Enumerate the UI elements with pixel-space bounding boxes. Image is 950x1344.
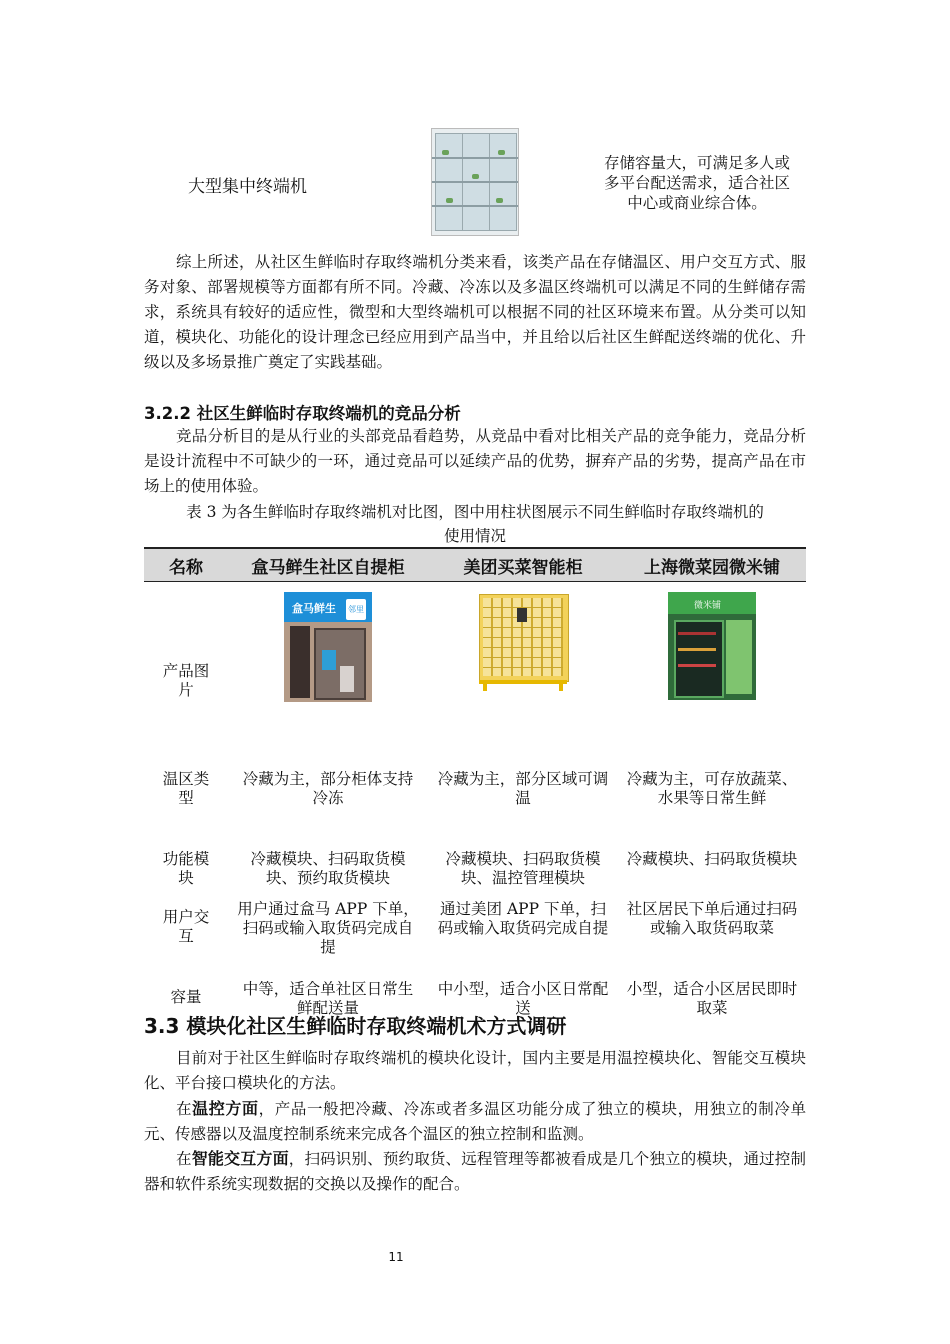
header-name: 名称: [144, 548, 228, 582]
cell-meituan-capacity: 中小型，适合小区日常配送: [437, 979, 609, 1017]
page-number: 11: [388, 1250, 404, 1264]
cell-weicaiyuan-image: [618, 582, 806, 770]
competitor-analysis-paragraph: 竞品分析目的是从行业的头部竞品看趋势，从竞品中看对比相关产品的竞争能力，竞品分析是设计流程中不可缺少的一环，通过竞品可以延续产品的优势，摒弃产品的劣势，提高产品在市场上的使用体验。: [144, 427, 806, 495]
weicaiyuan-locker-image: [668, 592, 756, 700]
para3-text: ，扫码识别、预约取货、远程管理等都被看成是几个独立的模块，通过控制器和软件系统实现数据的交换以及操作的配合。: [144, 1150, 806, 1193]
para3-prefix: 在: [176, 1150, 192, 1168]
comparison-table: [144, 547, 806, 1030]
section-3-3-paragraph-1: 目前对于社区生鲜临时存取终端机的模块化设计，国内主要是用温控模块化、智能交互模块化、平台接口模块化的方法。: [144, 1049, 806, 1092]
hema-logo-badge: 邻里: [346, 599, 366, 620]
desc-line-1: 存储容量大，可满足多人或: [603, 154, 790, 172]
desc-line-2: 多平台配送需求，适合社区: [603, 174, 790, 192]
section-3-3-heading: 3.3 模块化社区生鲜临时存取终端机术方式调研: [144, 1014, 567, 1038]
para2-prefix: 在: [176, 1100, 193, 1118]
cell-meituan-temperature: 冷藏为主，部分区域可调温: [437, 769, 609, 807]
meituan-locker-image: [477, 592, 569, 692]
section-3-2-2-heading: 3.2.2 社区生鲜临时存取终端机的竞品分析: [144, 404, 461, 423]
table-row-temperature: [144, 770, 806, 850]
row-label-image: 产品图片: [162, 662, 210, 699]
cell-weicaiyuan-modules: 冷藏模块、扫码取货模块: [626, 849, 798, 868]
header-hema: 盒马鲜生社区自提柜: [228, 548, 428, 582]
cell-hema-temperature: 冷藏为主，部分柜体支持冷冻: [242, 769, 414, 807]
para3-bold-term: 智能交互方面: [191, 1149, 289, 1168]
cell-meituan-interaction: 通过美团 APP 下单，扫码或输入取货码完成自提: [437, 899, 609, 937]
para2-text: ，产品一般把冷藏、冷冻或者多温区功能分成了独立的模块，用独立的制冷单元、传感器以及温度控制系统来完成各个温区的独立控制和监测。: [144, 1100, 806, 1143]
table-header-row: [144, 548, 806, 582]
cell-meituan-modules: 冷藏模块、扫码取货模块、温控管理模块: [445, 849, 601, 887]
row-label-modules: 功能模块: [162, 849, 210, 887]
hema-locker-image: [284, 592, 372, 702]
cell-weicaiyuan-capacity: 小型，适合小区居民即时取菜: [626, 979, 798, 1017]
section-3-3-paragraph-2: [144, 1096, 806, 1147]
header-meituan: 美团买菜智能柜: [428, 548, 618, 582]
row-label-capacity: 容量: [170, 987, 202, 1006]
header-weicaiyuan: 上海微菜园微米铺: [618, 548, 806, 582]
cell-hema-interaction: 用户通过盒马 APP 下单，扫码或输入取货码完成自提: [237, 899, 419, 956]
cell-hema-capacity: 中等，适合单社区日常生鲜配送量: [242, 979, 414, 1017]
table-row-modules: [144, 850, 806, 900]
para2-bold-term: 温控方面: [192, 1099, 259, 1118]
cell-weicaiyuan-temperature: 冷藏为主，可存放蔬菜、水果等日常生鲜: [626, 769, 798, 807]
row-label-interaction: 用户交互: [162, 907, 210, 945]
cell-weicaiyuan-interaction: 社区居民下单后通过扫码或输入取货码取菜: [626, 899, 798, 937]
table-caption: [144, 500, 806, 548]
cell-hema-image: [228, 582, 428, 770]
desc-line-3: 中心或商业综合体。: [627, 194, 767, 212]
row-label-temperature: 温区类型: [162, 769, 210, 807]
cell-hema-modules: 冷藏模块、扫码取货模块、预约取货模块: [250, 849, 406, 887]
table-row-images: [144, 582, 806, 770]
green-sign-text: 微米铺: [694, 601, 722, 611]
caption-line-1: 表 3 为各生鲜临时存取终端机对比图，图中用柱状图展示不同生鲜临时存取终端机的: [186, 503, 764, 521]
terminal-type-label: 大型集中终端机: [188, 177, 307, 197]
cell-meituan-image: [428, 582, 618, 770]
terminal-description: [586, 153, 808, 213]
large-terminal-image: [431, 128, 519, 236]
section-3-3-paragraph-3: [144, 1146, 806, 1197]
summary-paragraph: 综上所述，从社区生鲜临时存取终端机分类来看，该类产品在存储温区、用户交互方式、服务对象、部署规模等方面都有所不同。冷藏、冷冻以及多温区终端机可以满足不同的生鲜储存需求，系统具有较好的适应性，微型和大型终端机可以根据不同的社区环境来布置。从分类可以知道，模块化、功能化的设计理念已经应用到产品当中，并且给以后社区生鲜配送终端的优化、升级以及多场景推广奠定了实践基础。: [144, 253, 806, 371]
caption-line-2: 使用情况: [443, 527, 506, 545]
table-row-interaction: [144, 900, 806, 980]
hema-logo-text: 盒马鲜生: [292, 602, 336, 615]
